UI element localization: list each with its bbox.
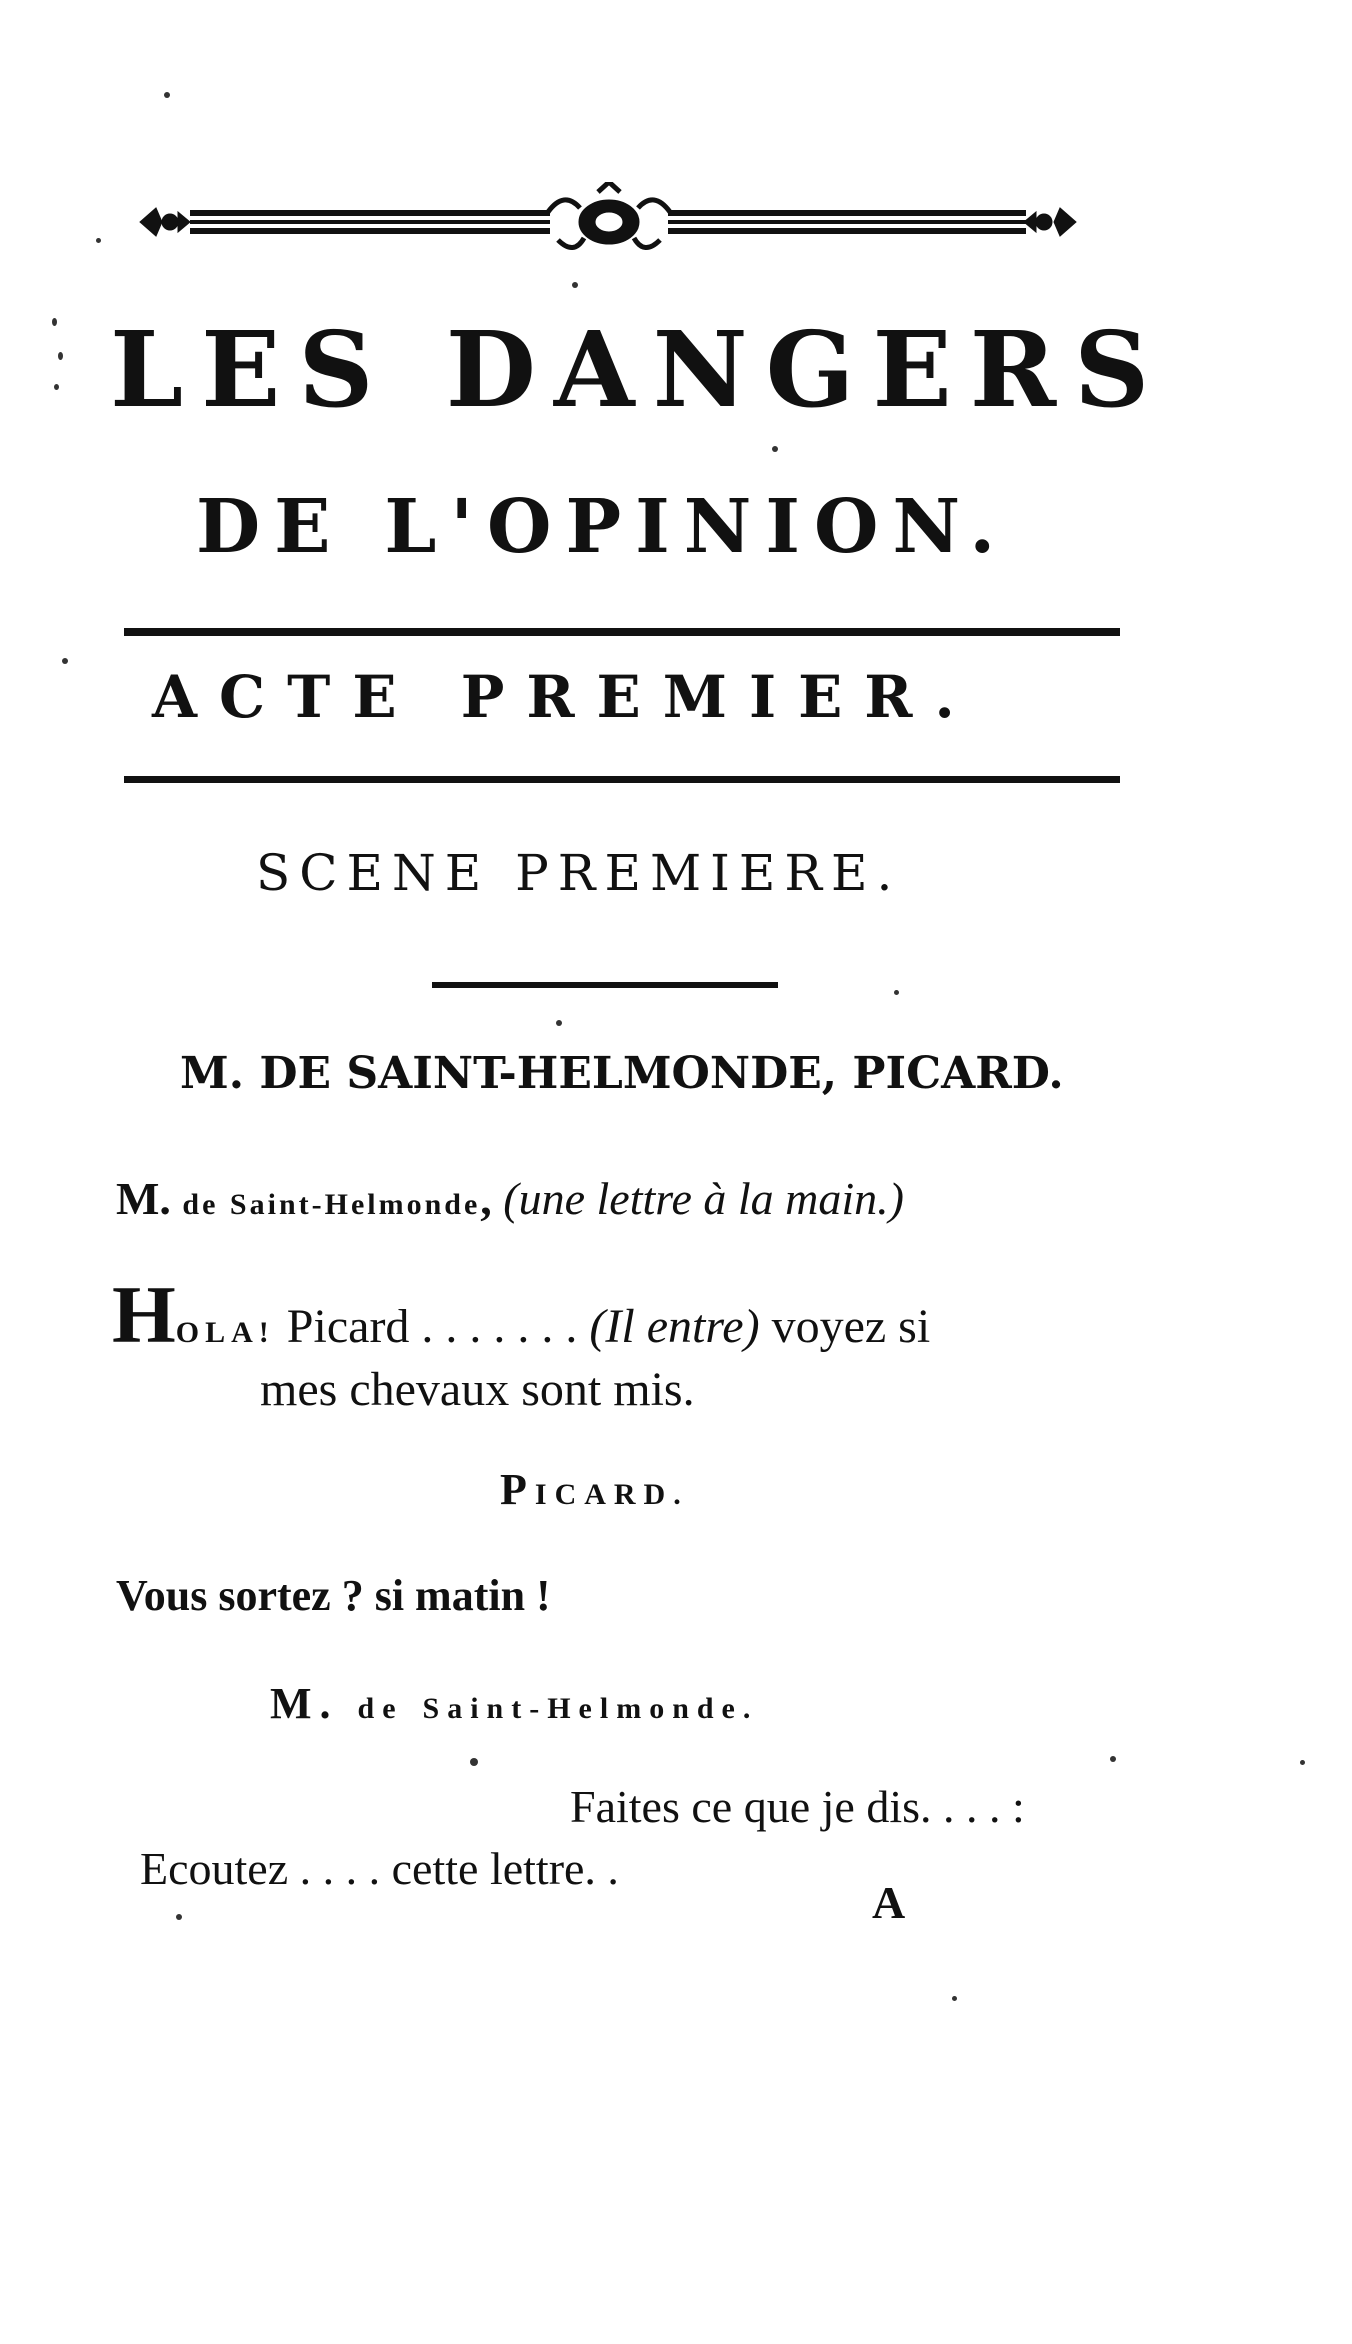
speck [52, 318, 57, 326]
characters-list: M. DE SAINT-HELMONDE, PICARD. [180, 1048, 1064, 1099]
rule-bottom-act [124, 776, 1120, 783]
speaker-line-1 [116, 1173, 904, 1224]
speck [96, 238, 101, 243]
dialogue-3-line-2: Ecoutez . . . . cette lettre. . [140, 1843, 619, 1894]
drop-cap: H [112, 1269, 176, 1360]
speaker-picard-rest: ICARD. [534, 1478, 689, 1511]
speck [164, 92, 170, 98]
speaker-picard [500, 1465, 689, 1514]
speaker-saint-helmonde [270, 1679, 759, 1728]
speck [54, 384, 59, 390]
speck [952, 1996, 957, 2001]
dialogue-1-text-a: Picard . . . . . . . [274, 1300, 590, 1353]
rule-short [432, 982, 778, 988]
speck [1300, 1760, 1305, 1765]
speaker-picard-initial: P [500, 1465, 535, 1514]
stage-direction-letter: (une lettre à la main.) [503, 1173, 904, 1224]
scene-title: SCENE PREMIERE. [256, 844, 902, 902]
ornament-band [128, 182, 1088, 264]
speck [470, 1758, 478, 1766]
dialogue-1-smallcaps: OLA! [175, 1316, 275, 1349]
speaker-initial: M. [116, 1173, 171, 1224]
speaker-prefix: de [182, 1188, 219, 1221]
dialogue-1-text-b: voyez si [759, 1300, 931, 1353]
stage-direction-enter: (Il entre) [589, 1300, 760, 1353]
act-title: ACTE PREMIER. [152, 663, 977, 731]
dialogue-2: Vous sortez ? si matin ! [116, 1571, 551, 1620]
speck [1110, 1756, 1116, 1762]
signature-mark: A [872, 1877, 906, 1928]
speck [58, 352, 63, 360]
speck [556, 1020, 562, 1026]
speaker-separator: , [480, 1173, 492, 1224]
speck [176, 1914, 182, 1920]
speck [772, 446, 778, 452]
dialogue-1-line-2: mes chevaux sont mis. [260, 1363, 695, 1416]
speck [572, 282, 578, 288]
dialogue-1-line-1 [112, 1269, 931, 1360]
speck [62, 658, 68, 664]
rule-top-act [124, 628, 1120, 636]
speaker-name: Saint-Helmonde [229, 1188, 481, 1221]
main-title-line-1: LES DANGERS [110, 308, 1168, 431]
speaker-3-prefix: de [357, 1692, 404, 1725]
speaker-3-initial: M. [270, 1679, 339, 1728]
dialogue-3-line-1: Faites ce que je dis. . . . : [570, 1781, 1025, 1832]
main-title-line-2: DE L'OPINION. [196, 484, 1010, 570]
speaker-3-name: Saint-Helmonde. [422, 1692, 759, 1725]
speck [894, 990, 899, 995]
